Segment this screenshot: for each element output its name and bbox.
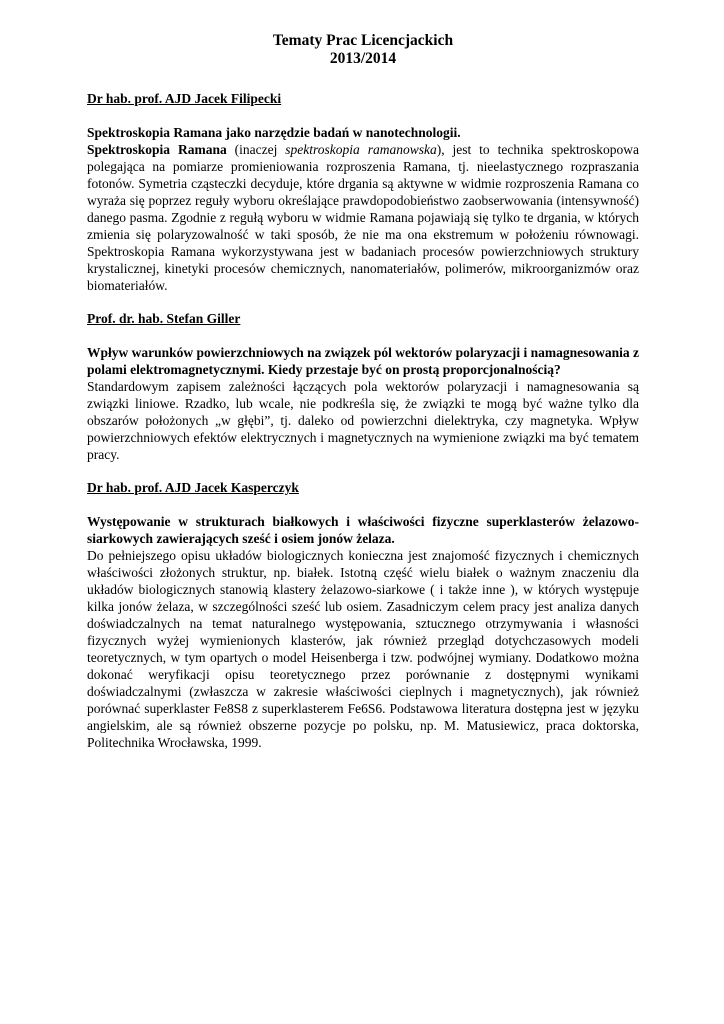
supervisor-name: Dr hab. prof. AJD Jacek Filipecki [87, 91, 282, 106]
topic-description: Standardowym zapisem zależności łączących pola wektorów polaryzacji i namagnesowania są związki liniowe. Rzadko, lub wcale, nie podkreśla się, że związki te mogą być ważne tylko dla obszarów położonych „w głębi”, tj. daleko od powierzchni dielektryka, czy magnetyka. Wpływ powierzchniowych efektów elektrycznych i magnetycznych na wymienione związki ma być tematem pracy. [87, 379, 639, 462]
thesis-topic: Występowanie w strukturach białkowych i właściwości fizyczne superklasterów żelazowo-siarkowych zawierających sześć i osiem jonów żelaza. [87, 514, 639, 546]
supervisor-name: Prof. dr. hab. Stefan Giller [87, 311, 241, 326]
document-page [87, 32, 639, 751]
title-line-2: 2013/2014 [329, 50, 397, 67]
thesis-topic: Wpływ warunków powierzchniowych na związek pól wektorów polaryzacji i namagnesowania z polami elektromagnetycznymi. Kiedy przestaje być on prostą proporcjonalnością? [87, 345, 639, 377]
title-line-1: Tematy Prac Licencjackich [272, 32, 454, 49]
thesis-topic: Spektroskopia Ramana jako narzędzie badań w nanotechnologii. [87, 125, 461, 140]
description-post: ), jest to technika spektroskopowa polegająca na pomiarze promieniowania rozproszenia Ramana, tj. nieelastycznego rozpraszania fotonów. Symetria cząsteczki decyduje, które drgania są aktywne w widmie rozproszenia Ramana co wyraża się poprzez reguły wyboru określające prawdopodobieństwo zaobserwowania (intensywność) danego pasma. Zgodnie z regułą wyboru w widmie Ramana pojawiają się tylko te drgania, w których zmienia się polaryzowalność w taki sposób, że nie ma ona ekstremum w położeniu równowagi. Spektroskopia Ramana wykorzystywana jest w badaniach procesów powierzchniowych struktury krystalicznej, kinetyki procesów chemicznych, nanomateriałów, polimerów, mikroorganizmów oraz biomateriałów. [87, 142, 639, 293]
supervisor-name: Dr hab. prof. AJD Jacek Kasperczyk [87, 480, 299, 495]
description-term: Spektroskopia Ramana [87, 142, 227, 157]
description-pre: (inaczej [226, 142, 286, 157]
section-kasperczyk [87, 479, 639, 751]
description-italic: spektroskopia ramanowska [285, 142, 437, 157]
document-title [87, 32, 639, 68]
section-filipecki [87, 90, 639, 294]
topic-description: Do pełniejszego opisu układów biologicznych konieczna jest znajomość fizycznych i chemicznych właściwości złożonych struktur, np. białek. Istotną część wielu białek o ważnym znaczeniu dla układów biologicznych stanowią klastery żelazowo-siarkowe ( i także inne ), w których występuje kilka jonów żelaza, w szczególności sześć lub osiem. Zasadniczym celem pracy jest analiza danych doświadczalnych na temat naturalnego występowania, sztucznego otrzymywania i własności fizycznych wyżej wymienionych klasterów, jak również przegląd dotychczasowych modeli teoretycznych, w tym opartych o model Heisenberga i tzw. podwójnej wymiany. Dodatkowo można dokonać weryfikacji opisu teoretycznego przez porównanie z dostępnymi wynikami doświadczalnymi (zwłaszcza w zakresie właściwości cieplnych i magnetycznych), jak również porównać superklaster Fe8S8 z superklasterem Fe6S6. Podstawowa literatura dostępna jest w języku angielskim, ale są również obszerne pozycje po polsku, np. M. Matusiewicz, praca doktorska, Politechnika Wrocławska, 1999. [87, 548, 639, 750]
section-giller [87, 310, 639, 463]
topic-description [87, 141, 639, 294]
